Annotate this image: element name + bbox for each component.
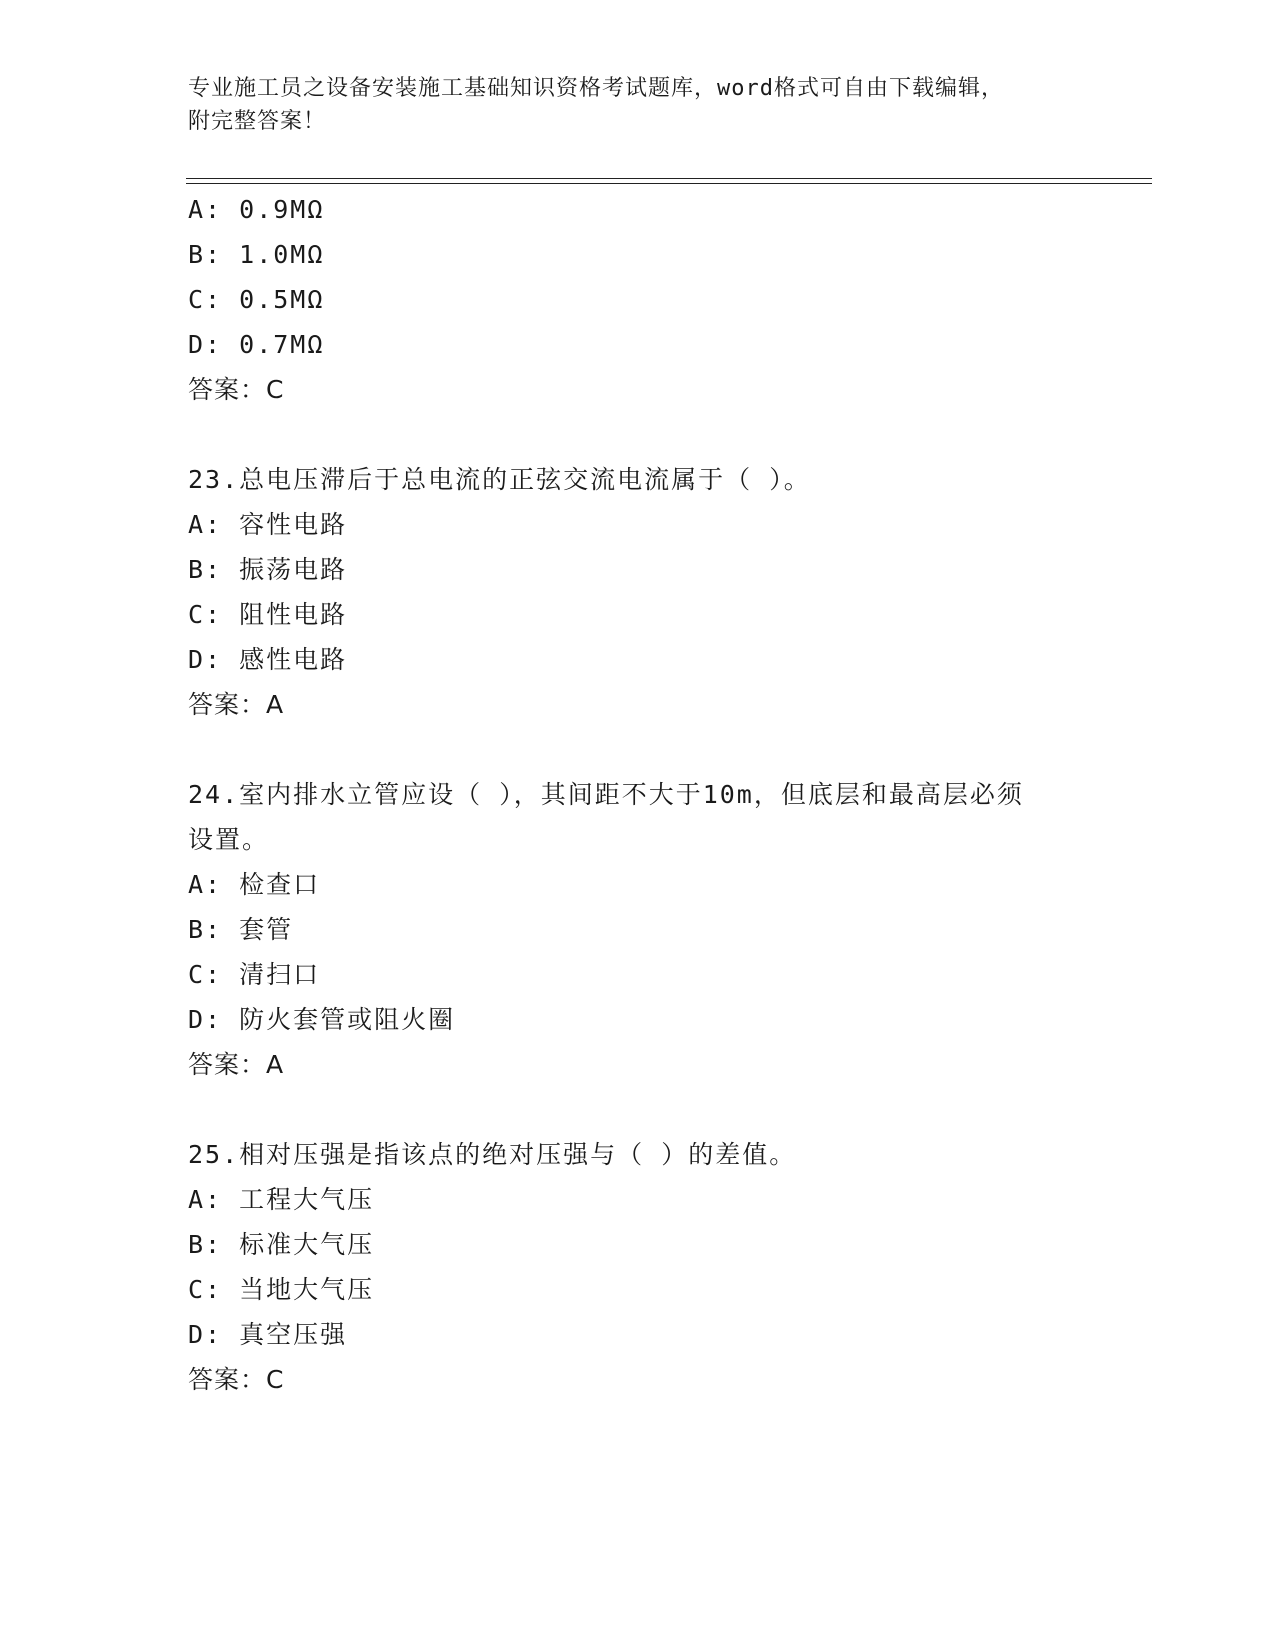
q25-option-c: C: 当地大气压: [188, 1275, 375, 1304]
q22-option-b: B: 1.0MΩ: [188, 240, 325, 269]
q24-stem-line-1: 24.室内排水立管应设（ ），其间距不大于10m，但底层和最高层必须: [188, 780, 1024, 809]
q24-option-a: A: 检查口: [188, 870, 321, 899]
q23-option-c: C: 阻性电路: [188, 600, 348, 629]
q24-answer: 答案：A: [188, 1050, 285, 1079]
q23-option-d: D: 感性电路: [188, 645, 348, 674]
header-divider-bottom: [186, 183, 1152, 184]
header-line-1: 专业施工员之设备安装施工基础知识资格考试题库，word格式可自由下载编辑，: [188, 76, 1004, 101]
q25-option-d: D: 真空压强: [188, 1320, 348, 1349]
document-header: [188, 72, 1088, 138]
q22-answer: 答案：C: [188, 375, 285, 404]
q23-option-b: B: 振荡电路: [188, 555, 348, 584]
q22-option-d: D: 0.7MΩ: [188, 330, 325, 359]
q24-stem-line-2: 设置。: [188, 825, 270, 854]
q24-option-b: B: 套管: [188, 915, 294, 944]
q24-option-d: D: 防火套管或阻火圈: [188, 1005, 456, 1034]
q25-answer: 答案：C: [188, 1365, 285, 1394]
header-line-2: 附完整答案！: [188, 109, 327, 134]
q23-stem: 23.总电压滞后于总电流的正弦交流电流属于（ ）。: [188, 465, 811, 494]
q25-stem: 25.相对压强是指该点的绝对压强与（ ）的差值。: [188, 1140, 797, 1169]
q25-option-b: B: 标准大气压: [188, 1230, 375, 1259]
q23-answer: 答案：A: [188, 690, 285, 719]
q23-option-a: A: 容性电路: [188, 510, 348, 539]
q22-option-c: C: 0.5MΩ: [188, 285, 325, 314]
header-divider-top: [186, 178, 1152, 179]
q25-option-a: A: 工程大气压: [188, 1185, 375, 1214]
q22-option-a: A: 0.9MΩ: [188, 195, 325, 224]
q24-option-c: C: 清扫口: [188, 960, 321, 989]
